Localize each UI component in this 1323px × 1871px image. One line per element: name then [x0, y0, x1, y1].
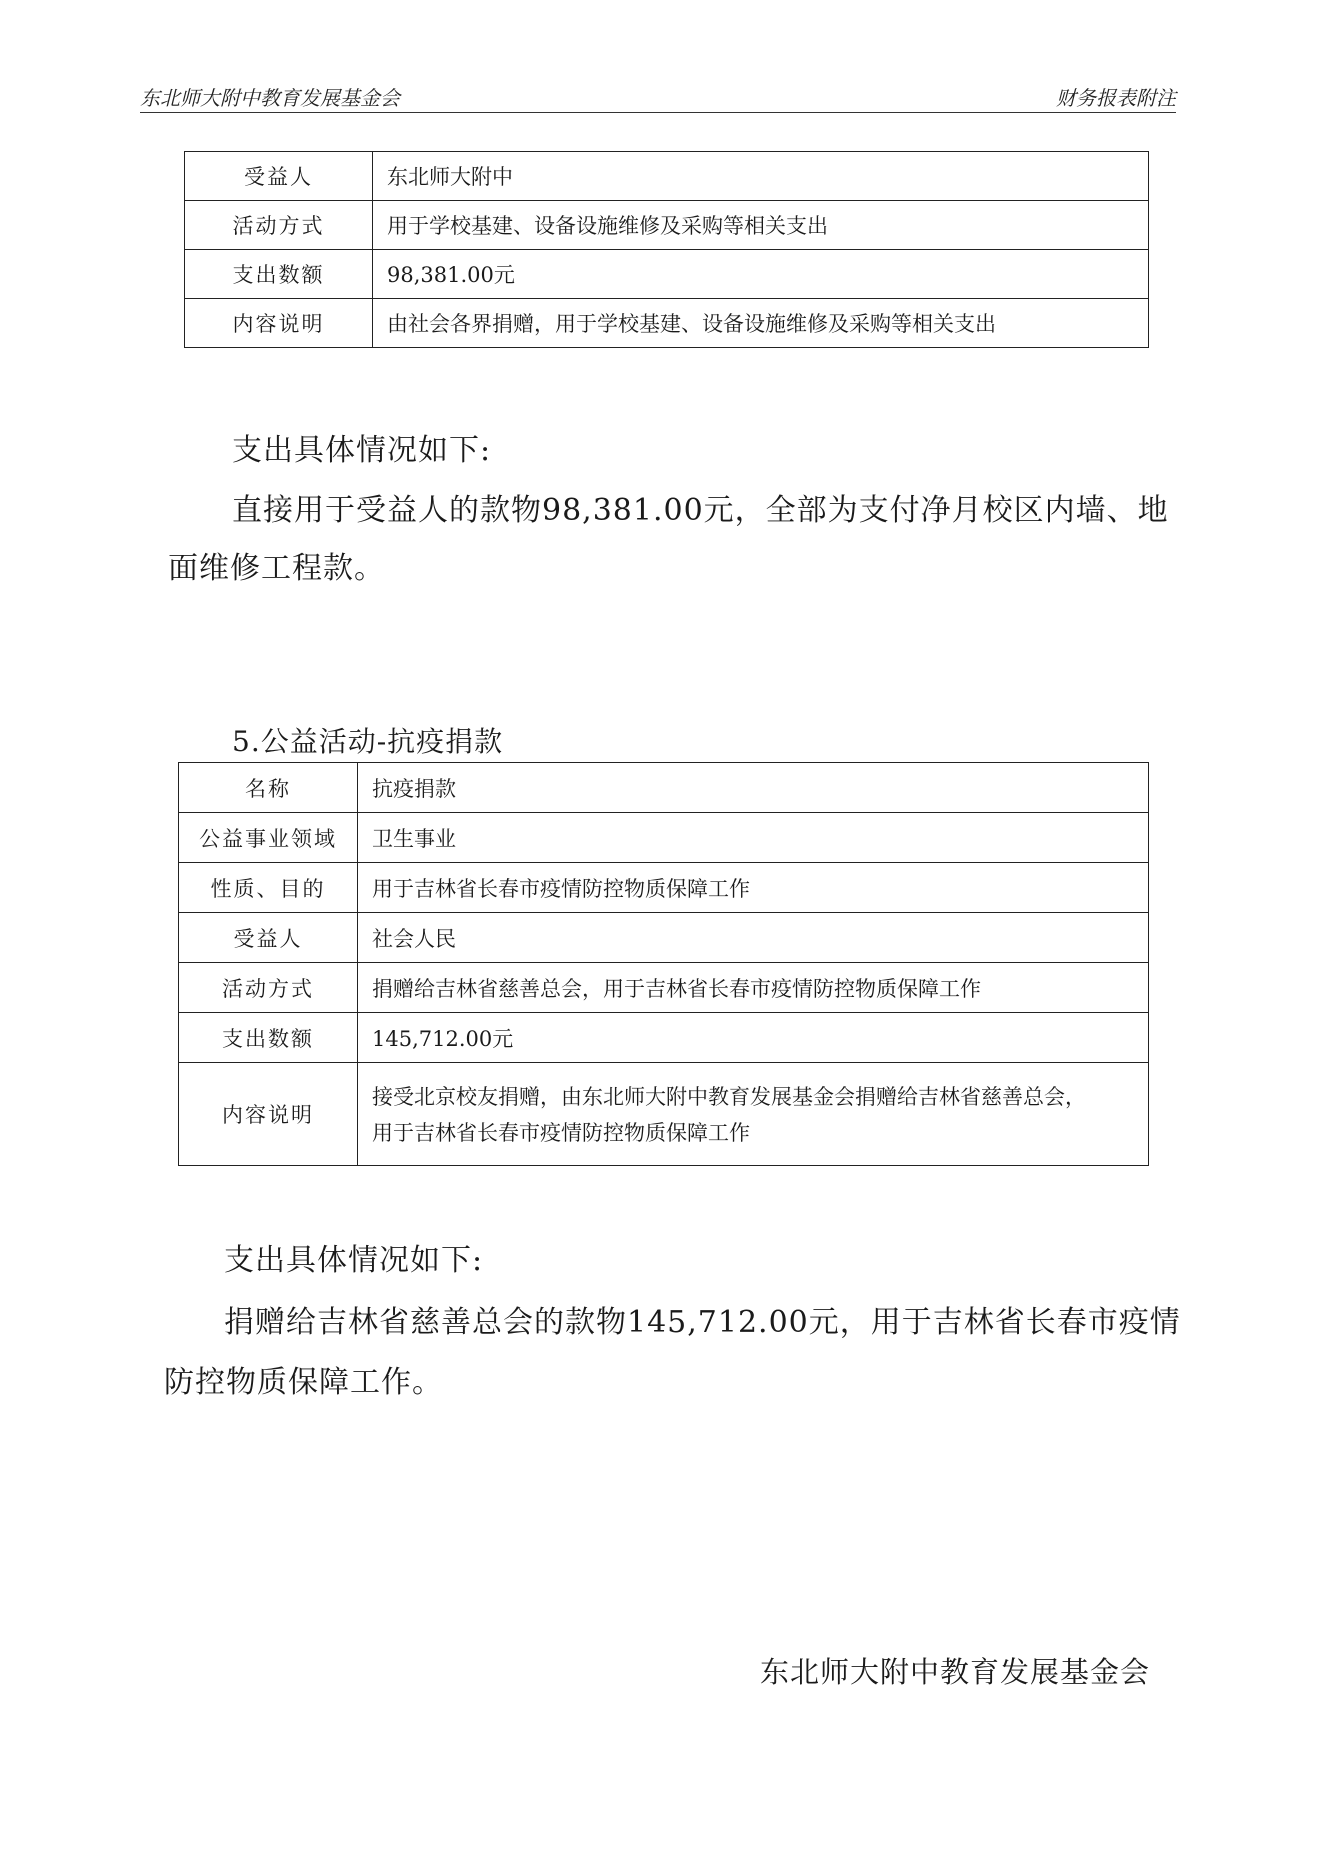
header-section-title: 财务报表附注 [1056, 86, 1176, 110]
table-row [179, 763, 1149, 813]
row-key: 内容说明 [179, 1063, 358, 1166]
table-row [179, 813, 1149, 863]
table-row [179, 963, 1149, 1013]
row-value: 98,381.00元 [373, 250, 1149, 299]
row-key: 性质、目的 [179, 863, 358, 913]
page-header [140, 74, 1176, 110]
row-key: 名称 [179, 763, 358, 813]
row-key: 内容说明 [185, 299, 373, 348]
row-value: 用于学校基建、设备设施维修及采购等相关支出 [373, 201, 1149, 250]
signature: 东北师大附中教育发展基金会 [760, 1655, 1151, 1689]
row-value: 卫生事业 [358, 813, 1149, 863]
table-row [185, 152, 1149, 201]
row-value: 抗疫捐款 [358, 763, 1149, 813]
row-key: 公益事业领域 [179, 813, 358, 863]
row-value: 145,712.00元 [358, 1013, 1149, 1063]
table-row [179, 913, 1149, 963]
row-value [358, 1063, 1149, 1166]
section1-heading: 支出具体情况如下: [232, 433, 492, 468]
table-row [185, 299, 1149, 348]
beneficiary-table [184, 151, 1149, 348]
table-row [179, 1063, 1149, 1166]
row-key: 活动方式 [185, 201, 373, 250]
section2-body-line2: 防控物质保障工作。 [164, 1365, 443, 1400]
section2-body-line1: 捐赠给吉林省慈善总会的款物145,712.00元，用于吉林省长春市疫情 [224, 1305, 1181, 1340]
row-key: 受益人 [179, 913, 358, 963]
row-value-line1: 接受北京校友捐赠，由东北师大附中教育发展基金会捐赠给吉林省慈善总会， [372, 1085, 1086, 1109]
row-value: 社会人民 [358, 913, 1149, 963]
anti-epidemic-donation-table [178, 762, 1149, 1166]
row-value-line2: 用于吉林省长春市疫情防控物质保障工作 [372, 1121, 750, 1145]
table-row [179, 863, 1149, 913]
table-row [179, 1013, 1149, 1063]
table-row [185, 250, 1149, 299]
row-value: 由社会各界捐赠，用于学校基建、设备设施维修及采购等相关支出 [373, 299, 1149, 348]
section1-body-line2: 面维修工程款。 [168, 551, 385, 586]
header-rule [140, 112, 1176, 113]
row-key: 活动方式 [179, 963, 358, 1013]
table-row [185, 201, 1149, 250]
row-value: 东北师大附中 [373, 152, 1149, 201]
row-value: 用于吉林省长春市疫情防控物质保障工作 [358, 863, 1149, 913]
section2-title: 5.公益活动-抗疫捐款 [232, 725, 504, 758]
row-value: 捐赠给吉林省慈善总会，用于吉林省长春市疫情防控物质保障工作 [358, 963, 1149, 1013]
section2-heading: 支出具体情况如下: [224, 1243, 484, 1278]
header-org-name: 东北师大附中教育发展基金会 [140, 86, 400, 110]
row-key: 受益人 [185, 152, 373, 201]
section1-body-line1: 直接用于受益人的款物98,381.00元，全部为支付净月校区内墙、地 [232, 493, 1169, 528]
row-key: 支出数额 [179, 1013, 358, 1063]
row-key: 支出数额 [185, 250, 373, 299]
